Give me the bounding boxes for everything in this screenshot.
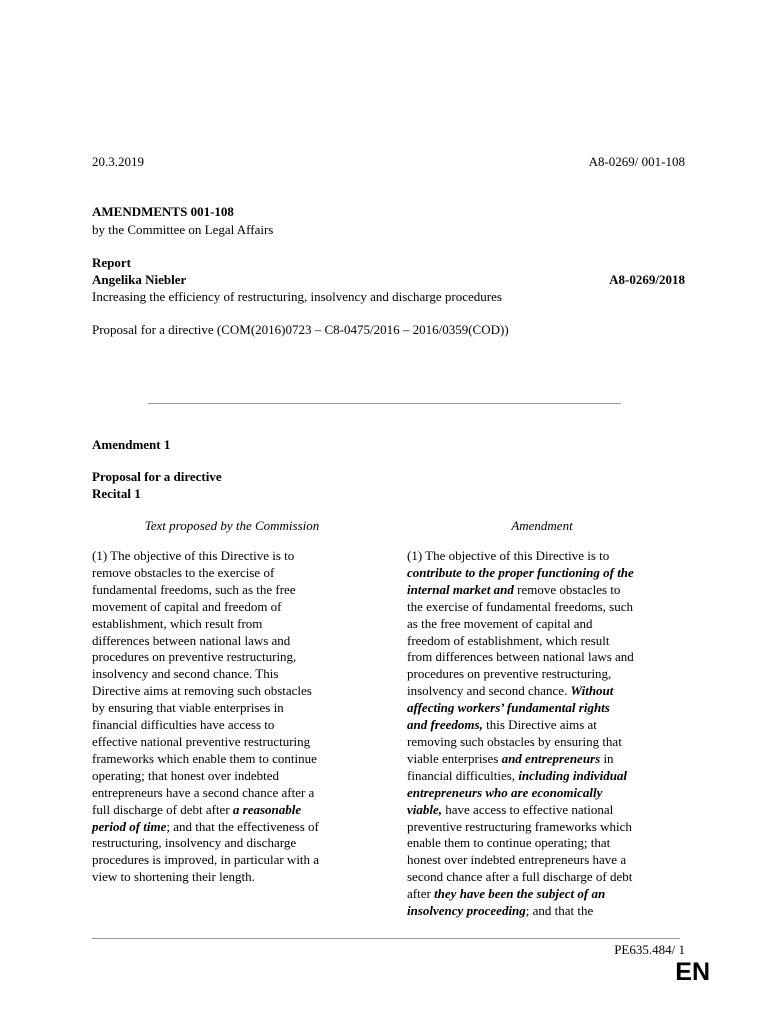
emphasized-text: a reasonable [232, 801, 302, 817]
emphasized-text: including individual [518, 767, 628, 783]
commission-text-line [92, 835, 382, 852]
text-segment: insolvency and second chance. [407, 683, 571, 699]
emphasized-text: they have been the subject of an [434, 886, 606, 902]
amendment-text-line [407, 616, 697, 633]
text-segment: remove obstacles to the exercise of [92, 564, 275, 580]
text-segment: frameworks which enable them to continue [92, 750, 317, 766]
commission-text-line [92, 548, 382, 565]
text-segment: movement of capital and freedom of [92, 598, 282, 614]
report-author: Angelika Niebler [92, 272, 187, 287]
commission-text-line [92, 734, 382, 751]
commission-text-line [92, 869, 382, 886]
amendments-committee: by the Committee on Legal Affairs [92, 222, 274, 237]
text-segment: ; and that the [525, 903, 594, 919]
commission-text-line [92, 666, 382, 683]
amendment-text-line [407, 869, 697, 886]
column-header-commission: Text proposed by the Commission [144, 518, 320, 533]
text-segment: procedures on preventive restructuring, [92, 649, 297, 665]
emphasized-text: period of time [92, 818, 167, 834]
commission-text-line [92, 616, 382, 633]
amendment-text-line [407, 633, 697, 650]
text-segment: procedures is improved, in particular with a [92, 852, 320, 868]
commission-text-line [92, 683, 382, 700]
text-segment: viable enterprises [407, 750, 502, 766]
commission-text-column [92, 548, 382, 886]
emphasized-text: affecting workers’ fundamental rights [407, 700, 610, 716]
text-segment: in [600, 750, 614, 766]
text-segment: as the free movement of capital and [407, 615, 593, 631]
emphasized-text: internal market and [407, 581, 514, 597]
commission-text-line [92, 852, 382, 869]
text-segment: honest over indebted entrepreneurs have a [407, 852, 627, 868]
amendment-title: Amendment 1 [92, 437, 171, 452]
text-segment: insolvency and second chance. This [92, 666, 279, 682]
amendment-text-line [407, 649, 697, 666]
text-segment: this Directive aims at [482, 717, 597, 733]
amendment-text-line [407, 683, 697, 700]
column-header-amendment: Amendment [511, 518, 573, 533]
header-reference: A8-0269/ 001-108 [588, 154, 685, 169]
text-segment: (1) The objective of this Directive is to [407, 548, 610, 563]
amendment-text-line [407, 734, 697, 751]
commission-text-line [92, 565, 382, 582]
report-subject: Increasing the efficiency of restructuring, insolvency and discharge procedures [92, 289, 502, 304]
amendment-text-line [407, 582, 697, 599]
amendment-text-line [407, 565, 697, 582]
amendment-text-line [407, 700, 697, 717]
amendment-text-line [407, 852, 697, 869]
text-segment: financial difficulties have access to [92, 717, 275, 733]
emphasized-text: Without [570, 683, 614, 699]
amendment-text-column [407, 548, 697, 920]
text-segment: procedures on preventive restructuring, [407, 666, 612, 682]
text-segment: differences between national laws and [92, 632, 291, 648]
header-date: 20.3.2019 [92, 154, 144, 169]
text-segment: fundamental freedoms, such as the free [92, 581, 296, 597]
emphasized-text: entrepreneurs who are economically [407, 784, 603, 800]
text-segment: have access to effective national [442, 801, 614, 817]
text-segment: restructuring, insolvency and discharge [92, 835, 297, 851]
amendment-text-line [407, 903, 697, 920]
commission-text-line [92, 768, 382, 785]
text-segment: entrepreneurs have a second chance after a [92, 784, 315, 800]
commission-text-line [92, 717, 382, 734]
amendment-text-line [407, 819, 697, 836]
amendment-text-line [407, 717, 697, 734]
emphasized-text: insolvency proceeding [407, 903, 526, 919]
text-segment: from differences between national laws and [407, 649, 634, 665]
commission-text-line [92, 785, 382, 802]
text-segment: full discharge of debt after [92, 801, 233, 817]
text-segment: operating; that honest over indebted [92, 767, 280, 783]
commission-text-line [92, 751, 382, 768]
text-segment: Directive aims at removing such obstacles [92, 683, 312, 699]
report-label: Report [92, 255, 131, 270]
commission-text-line [92, 649, 382, 666]
text-segment: view to shortening their length. [92, 869, 255, 885]
commission-text-line [92, 582, 382, 599]
section-separator [148, 403, 621, 404]
text-segment: after [407, 886, 435, 902]
amendment-recital: Recital 1 [92, 486, 141, 501]
text-segment: by ensuring that viable enterprises in [92, 700, 284, 716]
amendment-text-line [407, 835, 697, 852]
report-proposal: Proposal for a directive (COM(2016)0723 – C8-0475/2016 – 2016/0359(COD)) [92, 322, 509, 337]
emphasized-text: and freedoms, [407, 717, 483, 733]
amendment-text-line [407, 548, 697, 565]
commission-text-line [92, 599, 382, 616]
footer-pe-number: PE635.484/ 1 [614, 942, 685, 957]
amendment-text-line [407, 768, 697, 785]
text-segment: (1) The objective of this Directive is to [92, 548, 295, 563]
emphasized-text: and entrepreneurs [501, 750, 601, 766]
commission-text-line [92, 700, 382, 717]
text-segment: the exercise of fundamental freedoms, such [407, 598, 633, 614]
footer-separator [92, 938, 680, 939]
amendment-text-line [407, 886, 697, 903]
commission-text-line [92, 633, 382, 650]
amendment-text-line [407, 802, 697, 819]
text-segment: financial difficulties, [407, 767, 519, 783]
amendment-text-line [407, 666, 697, 683]
text-segment: removing such obstacles by ensuring that [407, 733, 622, 749]
emphasized-text: viable, [407, 801, 443, 817]
report-number: A8-0269/2018 [609, 272, 685, 287]
text-segment: preventive restructuring frameworks which [407, 818, 632, 834]
text-segment: ; and that the effectiveness of [166, 818, 319, 834]
commission-text-line [92, 802, 382, 819]
text-segment: second chance after a full discharge of debt [407, 869, 633, 885]
amendment-text-line [407, 599, 697, 616]
emphasized-text: contribute to the proper functioning of the [407, 564, 634, 580]
amendments-title: AMENDMENTS 001-108 [92, 204, 234, 219]
amendment-proposal-label: Proposal for a directive [92, 469, 222, 484]
amendment-text-line [407, 751, 697, 768]
language-code: EN [675, 958, 710, 986]
text-segment: establishment, which result from [92, 615, 263, 631]
text-segment: enable them to continue operating; that [407, 835, 611, 851]
text-segment: freedom of establishment, which result [407, 632, 610, 648]
amendment-text-line [407, 785, 697, 802]
text-segment: remove obstacles to [513, 581, 621, 597]
text-segment: effective national preventive restructuring [92, 733, 311, 749]
commission-text-line [92, 819, 382, 836]
